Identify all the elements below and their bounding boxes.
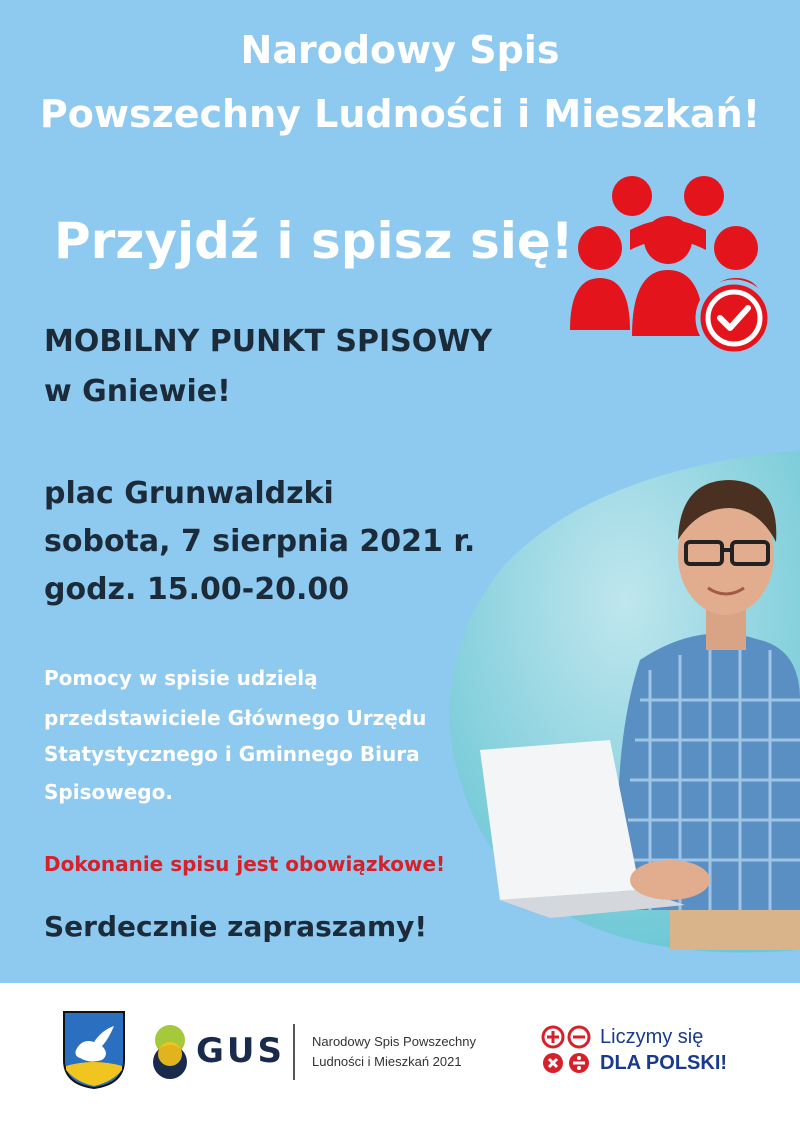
gus-logo-text: GUS [196, 1031, 286, 1071]
footer-slogan-line2: DLA POLSKI! [600, 1052, 728, 1074]
census-name-line1: Narodowy Spis Powszechny [312, 1034, 477, 1049]
invitation: Serdecznie zapraszamy! [44, 910, 428, 943]
headline-line1: Narodowy Spis [240, 28, 560, 72]
help-text-line3: Statystycznego i Gminnego Biura [44, 742, 420, 766]
event-place: plac Grunwaldzki [44, 476, 334, 511]
help-text-line4: Spisowego. [44, 780, 173, 804]
headline-line2: Powszechny Ludności i Mieszkań! [39, 92, 761, 136]
people-check-icon [570, 170, 780, 360]
event-date: sobota, 7 sierpnia 2021 r. [44, 524, 476, 559]
math-symbols-logo [540, 1024, 592, 1076]
man-with-laptop-photo [440, 450, 800, 970]
event-location-town: w Gniewie! [44, 374, 231, 409]
census-name-line2: Ludności i Mieszkań 2021 [312, 1054, 462, 1069]
footer-slogan-line1: Liczymy się [600, 1026, 704, 1048]
help-text-line2: przedstawiciele Głównego Urzędu [44, 706, 427, 730]
event-title: MOBILNY PUNKT SPISOWY [44, 324, 493, 359]
help-text-line1: Pomocy w spisie udzielą [44, 666, 318, 690]
event-time: godz. 15.00-20.00 [44, 572, 350, 607]
gus-logo-mark [150, 1024, 190, 1080]
footer-divider [293, 1024, 295, 1080]
mandatory-notice: Dokonanie spisu jest obowiązkowe! [44, 852, 446, 876]
slogan: Przyjdź i spisz się! [54, 212, 574, 270]
coat-of-arms-logo [62, 1010, 126, 1090]
